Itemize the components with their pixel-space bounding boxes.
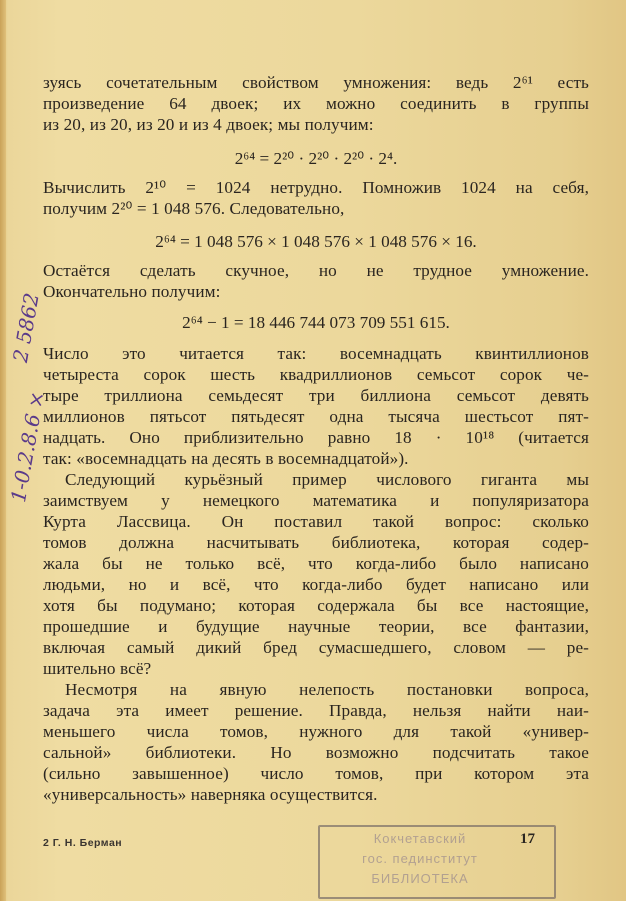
handwritten-annotation: 2 5862 — [8, 291, 44, 365]
text-line: жала бы не только всё, что когда-либо было написано — [43, 554, 589, 573]
text-line: томов должна насчитывать библиотека, которая содер- — [43, 533, 589, 552]
text-line: меньшего числа томов, нужного для такой «универ- — [43, 722, 589, 741]
text-line: прошедшие и будущие научные теории, все фантазии, — [43, 617, 589, 636]
text-line: Вычислить 2¹⁰ = 1024 нетрудно. Помножив 1024 на себя, — [43, 178, 589, 197]
text-line: произведение 64 двоек; их можно соединить в группы — [43, 94, 589, 113]
stamp-line: гос. пединститут — [362, 851, 478, 866]
text-line: получим 2²⁰ = 1 048 576. Следовательно, — [43, 199, 345, 218]
text-line: включая самый дикий бред сумасшедшего, словом — ре- — [43, 638, 589, 657]
text-line: Остаётся сделать скучное, но не трудное умножение. — [43, 261, 589, 280]
text-line: надцать. Оно приблизительно равно 18 · 10¹⁸ (читается — [43, 428, 589, 447]
text-line: из 20, из 20, из 20 и из 4 двоек; мы получим: — [43, 115, 374, 134]
signature-mark: 2 Г. Н. Берман — [43, 837, 123, 849]
text-line: зуясь сочетательным свойством умножения: ведь 2⁶¹ есть — [43, 73, 589, 92]
text-line: тыре триллиона семьдесят три биллиона семьсот девять — [43, 386, 589, 405]
text-line: так: «восемнадцать на десять в восемнадцатой»). — [43, 449, 409, 468]
text-line: сальной» библиотеки. Но возможно подсчитать такое — [43, 743, 589, 762]
formula-result: 2⁶⁴ − 1 = 18 446 744 073 709 551 615. — [182, 313, 450, 332]
text-line: Курта Лассвица. Он поставил такой вопрос: сколько — [43, 512, 589, 531]
handwritten-annotation: 1-0.2.8.6 × — [6, 389, 50, 505]
text-line: Число это читается так: восемнадцать квинтиллионов — [43, 344, 589, 363]
stamp-line: Кокчетавский — [373, 831, 467, 846]
text-line: людьми, но и всё, что когда-либо будет написано или — [43, 575, 589, 594]
formula-powers-of-two: 2⁶⁴ = 2²⁰ · 2²⁰ · 2²⁰ · 2⁴. — [234, 149, 398, 168]
text-line: задача эта имеет решение. Правда, нельзя найти наи- — [43, 701, 589, 720]
text-line: заимствуем у немецкого математика и популяризатора — [43, 491, 589, 510]
text-line: шительно всё? — [43, 659, 152, 678]
page-number: 17 — [520, 831, 535, 847]
text-line: (сильно завышенное) число томов, при котором эта — [43, 764, 589, 783]
text-line: четыреста сорок шесть квадриллионов семьсот сорок че- — [43, 365, 589, 384]
text-line: Следующий курьёзный пример числового гиганта мы — [65, 470, 589, 489]
stamp-line: БИБЛИОТЕКА — [371, 871, 469, 886]
text-line: хотя бы подумано; которая содержала бы все настоящие, — [43, 596, 589, 615]
binding-edge — [0, 0, 6, 901]
text-line: Несмотря на явную нелепость постановки вопроса, — [65, 680, 589, 699]
text-line: Окончательно получим: — [43, 282, 221, 301]
text-line: «универсальность» наверняка осуществится. — [43, 785, 378, 804]
text-line: миллионов пятьсот пятьдесят одна тысяча шестьсот пят- — [43, 407, 589, 426]
formula-product: 2⁶⁴ = 1 048 576 × 1 048 576 × 1 048 576 × 16. — [155, 232, 477, 251]
